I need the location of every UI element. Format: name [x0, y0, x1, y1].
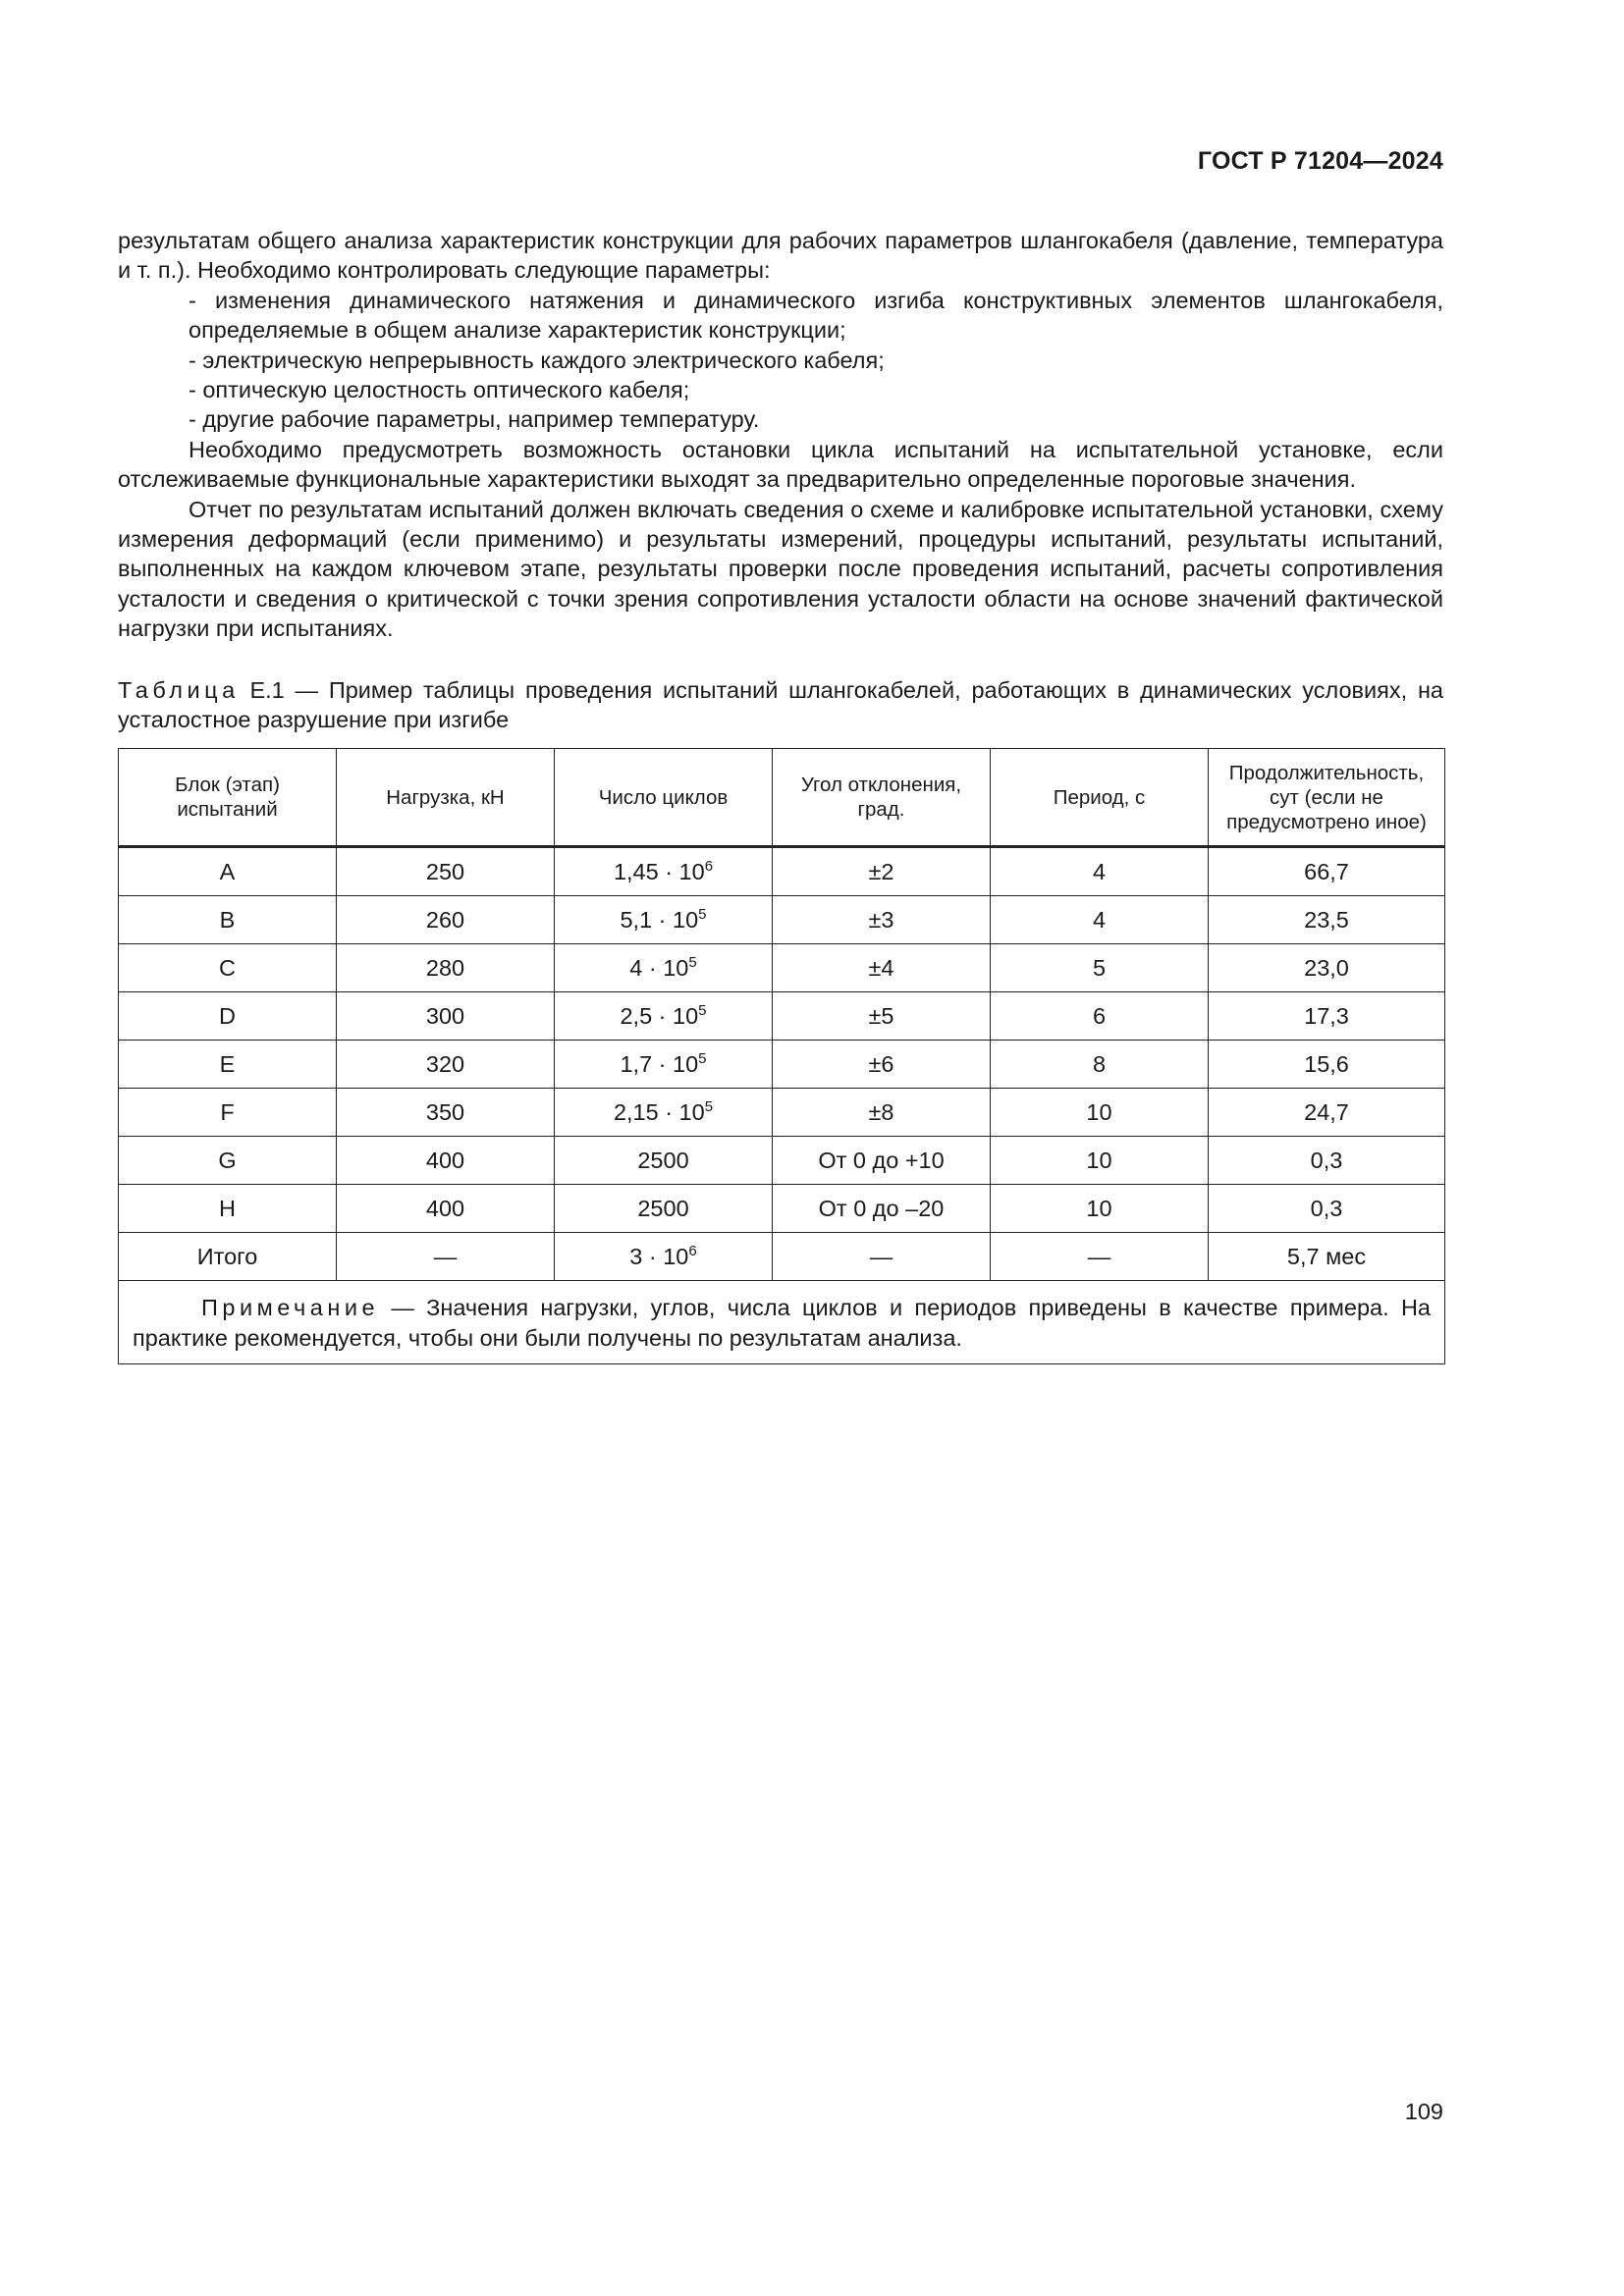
cell-cycles	[555, 1137, 773, 1185]
cell-block: D	[119, 992, 337, 1041]
cell-period: 5	[991, 944, 1209, 992]
cell-block: Итого	[119, 1233, 337, 1281]
cycles-exponent: 5	[688, 953, 697, 971]
cell-cycles	[555, 847, 773, 896]
bullet-item: - изменения динамического натяжения и динамического изгиба конструктивных элементов шлангокабеля, определяемые в общем анализе характеристик конструкции;	[189, 287, 1443, 344]
note-text: — Значения нагрузки, углов, числа циклов и периодов приведены в качестве примера. На практике рекомендуется, чтобы они были получены по результатам анализа.	[133, 1295, 1432, 1351]
header-block: Блок (этап) испытаний	[119, 749, 337, 847]
table-note-row	[119, 1281, 1445, 1364]
cycles-base: 4 · 10	[629, 954, 689, 981]
cell-load: 280	[337, 944, 555, 992]
cycles-base: 2,5 · 10	[620, 1002, 699, 1029]
cell-block: H	[119, 1185, 337, 1233]
cycles-base: 1,7 · 10	[620, 1050, 699, 1077]
cell-load: 260	[337, 896, 555, 944]
header-cycles: Число циклов	[555, 749, 773, 847]
header-period: Период, с	[991, 749, 1209, 847]
cell-duration: 0,3	[1209, 1185, 1445, 1233]
cell-load: 350	[337, 1089, 555, 1137]
table-row	[119, 1089, 1445, 1137]
table-caption-text: E.1 — Пример таблицы проведения испытаний шлангокабелей, работающих в динамических условиях, на усталостное разрушение при изгибе	[118, 677, 1444, 732]
table-header-row	[119, 749, 1445, 847]
fatigue-test-table	[118, 748, 1445, 1364]
cycles-exponent: 6	[688, 1242, 697, 1259]
cell-load: 300	[337, 992, 555, 1041]
table-row	[119, 944, 1445, 992]
cell-angle: —	[773, 1233, 991, 1281]
table-row	[119, 1233, 1445, 1281]
cell-period: 8	[991, 1041, 1209, 1089]
cell-cycles	[555, 1041, 773, 1089]
cycles-base: 1,45 · 10	[613, 858, 705, 884]
cell-block: G	[119, 1137, 337, 1185]
cell-angle: ±8	[773, 1089, 991, 1137]
cycles-base: 3 · 10	[629, 1243, 689, 1269]
cell-angle: От 0 до +10	[773, 1137, 991, 1185]
body-text	[118, 226, 1443, 644]
table-body	[119, 847, 1445, 1364]
cell-angle: От 0 до –20	[773, 1185, 991, 1233]
cycles-base: 2,15 · 10	[613, 1098, 705, 1125]
paragraph-report: Отчет по результатам испытаний должен включать сведения о схеме и калибровке испытательной установки, схему измерения деформаций (если применимо) и результаты измерений, процедуры испытаний, результаты испытаний, выполненных на каждом ключевом этапе, результаты проверки после проведения испытаний, расчеты сопротивления усталости и сведения о критической с точки зрения сопротивления усталости области на основе значений фактической нагрузки при испытаниях.	[118, 496, 1443, 642]
cell-load: 250	[337, 847, 555, 896]
cell-period: 10	[991, 1089, 1209, 1137]
cell-period: —	[991, 1233, 1209, 1281]
cycles-exponent: 5	[704, 1097, 714, 1115]
cell-angle: ±2	[773, 847, 991, 896]
cell-cycles	[555, 896, 773, 944]
cell-period: 10	[991, 1185, 1209, 1233]
cell-block: E	[119, 1041, 337, 1089]
table-row	[119, 1137, 1445, 1185]
cycles-exponent: 5	[698, 905, 707, 923]
cell-duration: 17,3	[1209, 992, 1445, 1041]
cell-period: 4	[991, 847, 1209, 896]
cell-cycles	[555, 944, 773, 992]
cell-duration: 24,7	[1209, 1089, 1445, 1137]
header-angle: Угол отклонения, град.	[773, 749, 991, 847]
paragraph-continuation: результатам общего анализа характеристик конструкции для рабочих параметров шлангокабеля (давление, температура и т. п.). Необходимо контролировать следующие параметры:	[118, 228, 1443, 284]
cell-load: 400	[337, 1185, 555, 1233]
paragraph-stop-condition: Необходимо предусмотреть возможность остановки цикла испытаний на испытательной установке, если отслеживаемые функциональные характеристики выходят за предварительно определенные пороговые значения.	[118, 436, 1443, 493]
cell-period: 6	[991, 992, 1209, 1041]
table-row	[119, 847, 1445, 896]
cell-block: B	[119, 896, 337, 944]
cell-load: 400	[337, 1137, 555, 1185]
cycles-exponent: 5	[698, 1049, 707, 1067]
header-duration: Продолжительность, сут (если не предусмотрено иное)	[1209, 749, 1445, 847]
cell-period: 10	[991, 1137, 1209, 1185]
cell-angle: ±4	[773, 944, 991, 992]
cycles-exponent: 5	[698, 1001, 707, 1019]
cell-block: A	[119, 847, 337, 896]
cycles-base: 5,1 · 10	[620, 906, 699, 933]
cell-cycles	[555, 1089, 773, 1137]
table-caption	[118, 675, 1443, 734]
cell-angle: ±5	[773, 992, 991, 1041]
cell-cycles	[555, 992, 773, 1041]
table-row	[119, 896, 1445, 944]
document-id: ГОСТ Р 71204—2024	[1197, 147, 1443, 175]
cell-load: —	[337, 1233, 555, 1281]
cycles-base: 2500	[637, 1147, 689, 1173]
bullet-item: - оптическую целостность оптического кабеля;	[189, 377, 690, 403]
table-row	[119, 1185, 1445, 1233]
cell-duration: 0,3	[1209, 1137, 1445, 1185]
table-row	[119, 992, 1445, 1041]
cell-load: 320	[337, 1041, 555, 1089]
cycles-exponent: 6	[704, 857, 714, 875]
cycles-base: 2500	[637, 1195, 689, 1221]
cell-cycles	[555, 1233, 773, 1281]
bullet-item: - электрическую непрерывность каждого электрического кабеля;	[189, 347, 885, 373]
table-note	[119, 1281, 1445, 1364]
cell-block: C	[119, 944, 337, 992]
cell-block: F	[119, 1089, 337, 1137]
cell-period: 4	[991, 896, 1209, 944]
header-load: Нагрузка, кН	[337, 749, 555, 847]
cell-duration: 66,7	[1209, 847, 1445, 896]
note-label: Примечание	[201, 1295, 380, 1320]
cell-duration: 23,5	[1209, 896, 1445, 944]
table-row	[119, 1041, 1445, 1089]
page-number: 109	[1404, 2099, 1443, 2124]
cell-duration: 5,7 мес	[1209, 1233, 1445, 1281]
cell-angle: ±6	[773, 1041, 991, 1089]
table-caption-label: Таблица	[118, 677, 240, 703]
cell-cycles	[555, 1185, 773, 1233]
bullet-item: - другие рабочие параметры, например температуру.	[189, 406, 760, 433]
cell-duration: 23,0	[1209, 944, 1445, 992]
cell-duration: 15,6	[1209, 1041, 1445, 1089]
cell-angle: ±3	[773, 896, 991, 944]
